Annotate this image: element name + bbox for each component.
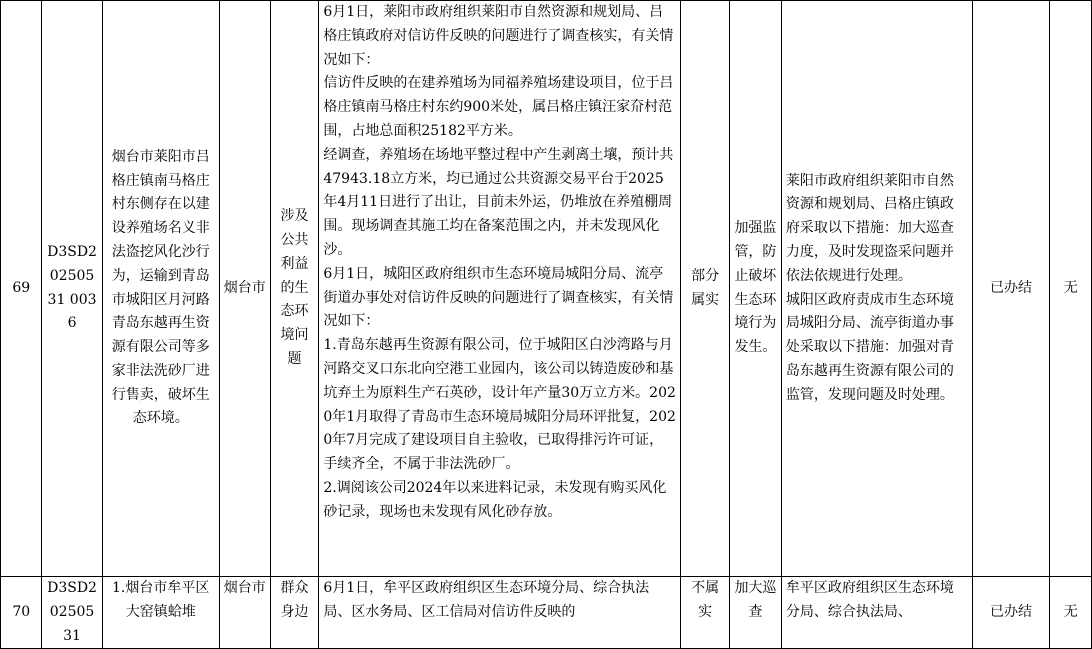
city-cell: 烟台市 — [219, 1, 270, 577]
status-cell: 已办结 — [972, 577, 1050, 649]
finding-paragraph: 2.调阅该公司2024年以来进料记录，未发现有购买风化砂记录，现场也未发现有风化砂存放。 — [323, 479, 667, 520]
verdict-cell: 不属实 — [681, 577, 730, 649]
table-row — [1, 577, 1092, 649]
measure-cell: 加大巡查 — [730, 577, 782, 649]
finding-paragraph: 信访件反映的在建养殖场为同福养殖场建设项目，位于吕格庄镇南马格庄村东约900米处，属吕格庄镇汪家夼村范围，占地总面积25182平方米。 — [323, 75, 674, 139]
category-cell: 群众身边 — [270, 577, 319, 649]
category-cell: 涉及公共利益的生态环境问题 — [270, 1, 319, 577]
actions-cell: 牟平区政府组织区生态环境分局、综合执法局、 — [781, 577, 972, 649]
status-cell: 已办结 — [972, 1, 1050, 577]
action-paragraph: 城阳区政府责成市生态环境局城阳分局、流亭街道办事处采取以下措施：加强对青岛东越再生资源有限公司的监管，发现问题及时处理。 — [785, 291, 954, 403]
actions-cell — [781, 1, 972, 577]
city-cell: 烟台市 — [219, 577, 270, 649]
finding-paragraph: 1.青岛东越再生资源有限公司，位于城阳区白沙湾路与月河路交叉口东北向空港工业园内，该公司以铸造废砂和基坑弃土为原料生产石英砂，设计年产量30万立方米。2020年1月取得了青岛市生态环境局城阳分局环评批复，2020年7月完成了建设项目自主验收，已取得排污许可证，手续齐全，不属于非法洗砂厂。 — [323, 337, 676, 473]
action-paragraph: 莱阳市政府组织莱阳市自然资源和规划局、吕格庄镇政府采取以下措施：加大巡查力度，及时发现盗采问题并依法依规进行处理。 — [785, 172, 954, 284]
accountability-cell: 无 — [1050, 1, 1092, 577]
accountability-cell: 无 — [1050, 577, 1092, 649]
findings-cell — [319, 1, 681, 577]
complaint-content: 1.烟台市牟平区大窑镇蛤堆 — [102, 577, 219, 649]
row-index: 69 — [1, 1, 42, 577]
case-code: D3SD20250531 — [42, 577, 102, 649]
case-code: D3SD20250531 0036 — [42, 1, 102, 577]
measure-cell: 加强监管，防止破坏生态环境行为发生。 — [730, 1, 782, 577]
finding-paragraph: 6月1日，城阳区政府组织市生态环境局城阳分局、流亭街道办事处对信访件反映的问题进行了调查核实，有关情况如下： — [323, 265, 674, 330]
row-index: 70 — [1, 577, 42, 649]
findings-cell: 6月1日，牟平区政府组织区生态环境分局、综合执法局、区水务局、区工信局对信访件反映的 — [319, 577, 681, 649]
finding-paragraph: 经调查，养殖场在场地平整过程中产生剥离土壤，预计共47943.18立方米，均已通过公共资源交易平台于2025年4月11日进行了出让，目前未外运，仍堆放在养殖棚周围。现场调查其施工均在备案范围之内，并未发现风化沙。 — [323, 146, 674, 258]
verdict-cell: 部分属实 — [681, 1, 730, 577]
table-row — [1, 1, 1092, 577]
complaint-content: 烟台市莱阳市吕格庄镇南马格庄村东侧存在以建设养殖场名义非法盗挖风化沙行为，运输到青岛市城阳区月河路青岛东越再生资源有限公司等多家非法洗砂厂进行售卖，破坏生态环境。 — [102, 1, 219, 577]
finding-paragraph: 6月1日，莱阳市政府组织莱阳市自然资源和规划局、吕格庄镇政府对信访件反映的问题进行了调查核实，有关情况如下： — [323, 4, 674, 68]
